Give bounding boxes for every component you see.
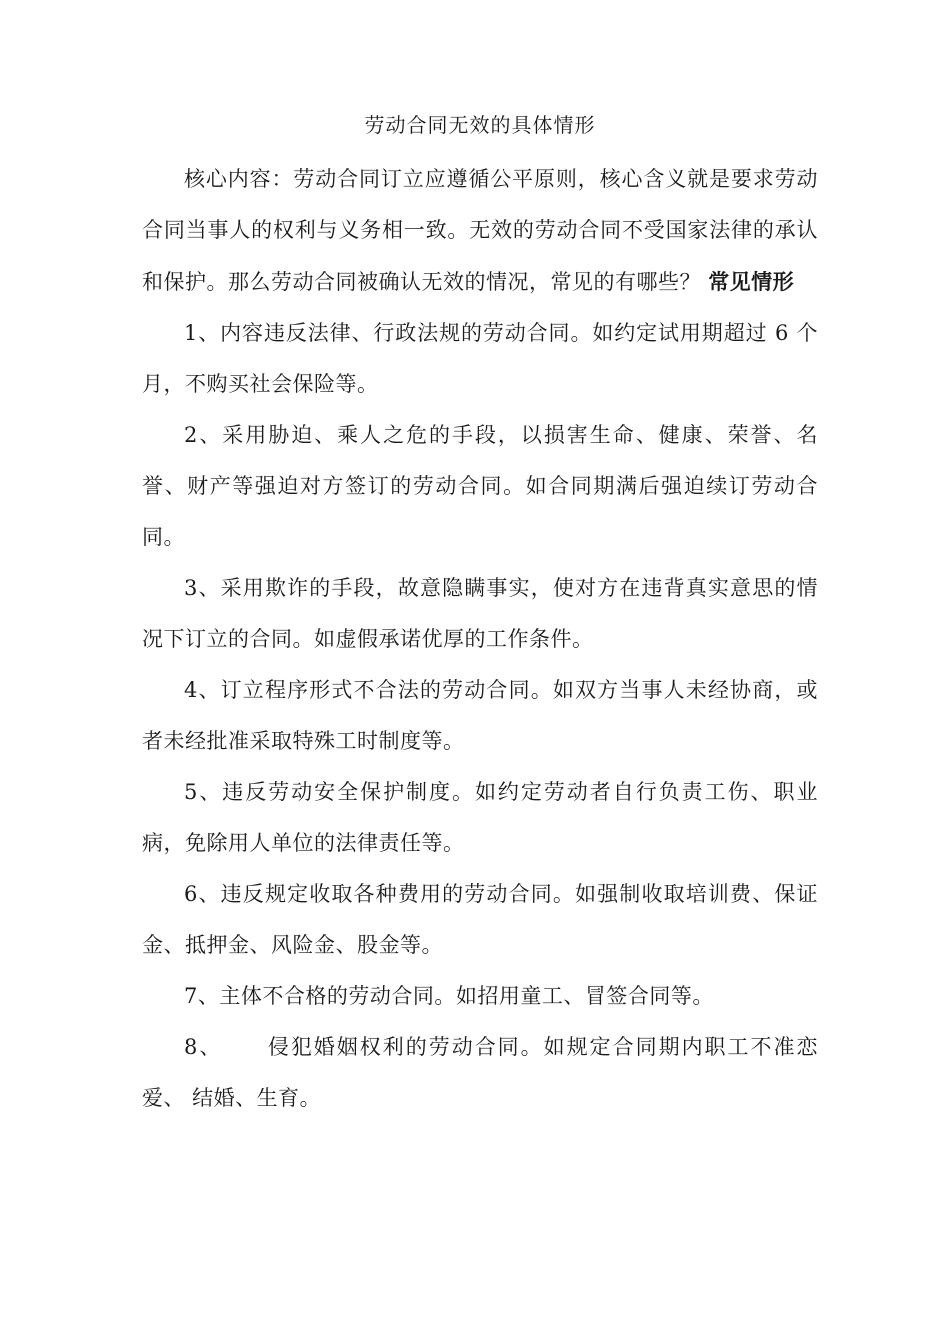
item-text: 侵犯婚姻权利的劳动合同。如规定合同期内职工不准恋爱、 结婚、生育。 — [142, 1035, 818, 1110]
list-item — [142, 1022, 818, 1124]
item-number: 7、 — [184, 984, 220, 1008]
item-number: 5、 — [184, 780, 223, 804]
item-number: 1、 — [184, 321, 221, 345]
item-text: 采用欺诈的手段，故意隐瞒事实，使对方在违背真实意思的情况下订立的合同。如虚假承诺优厚的工作条件。 — [142, 576, 818, 651]
document-title: 劳动合同无效的具体情形 — [364, 113, 596, 137]
list-item — [142, 563, 818, 665]
list-item — [142, 410, 818, 563]
intro-text: 核心内容：劳动合同订立应遵循公平原则，核心含义就是要求劳动合同当事人的权利与义务相一致。无效的劳动合同不受国家法律的承认和保护。那么劳动合同被确认无效的情况，常见的有哪些？ — [142, 167, 818, 294]
item-number: 6、 — [184, 882, 221, 906]
list-item — [142, 308, 818, 410]
document-body — [142, 110, 818, 1124]
section-heading: 常见情形 — [708, 269, 795, 294]
item-text: 内容违反法律、行政法规的劳动合同。如约定试用期超过 6 个月，不购买社会保险等。 — [142, 321, 818, 396]
item-number: 3、 — [184, 576, 221, 600]
item-text: 采用胁迫、乘人之危的手段，以损害生命、健康、荣誉、名誉、财产等强迫对方签订的劳动合同。如合同期满后强迫续订劳动合同。 — [142, 423, 818, 549]
item-text: 主体不合格的劳动合同。如招用童工、冒签合同等。 — [219, 984, 714, 1008]
list-item — [142, 869, 818, 971]
intro-paragraph — [142, 154, 818, 308]
item-text: 订立程序形式不合法的劳动合同。如双方当事人未经协商，或者未经批准采取特殊工时制度等。 — [142, 678, 818, 753]
item-number: 2、 — [184, 423, 223, 447]
item-number: 4、 — [184, 678, 221, 702]
item-number: 8、 — [184, 1035, 223, 1059]
list-item — [142, 971, 818, 1022]
list-item — [142, 767, 818, 869]
item-text: 违反劳动安全保护制度。如约定劳动者自行负责工伤、职业病，免除用人单位的法律责任等。 — [142, 780, 818, 855]
list-item — [142, 665, 818, 767]
item-text: 违反规定收取各种费用的劳动合同。如强制收取培训费、保证金、抵押金、风险金、股金等。 — [142, 882, 818, 957]
